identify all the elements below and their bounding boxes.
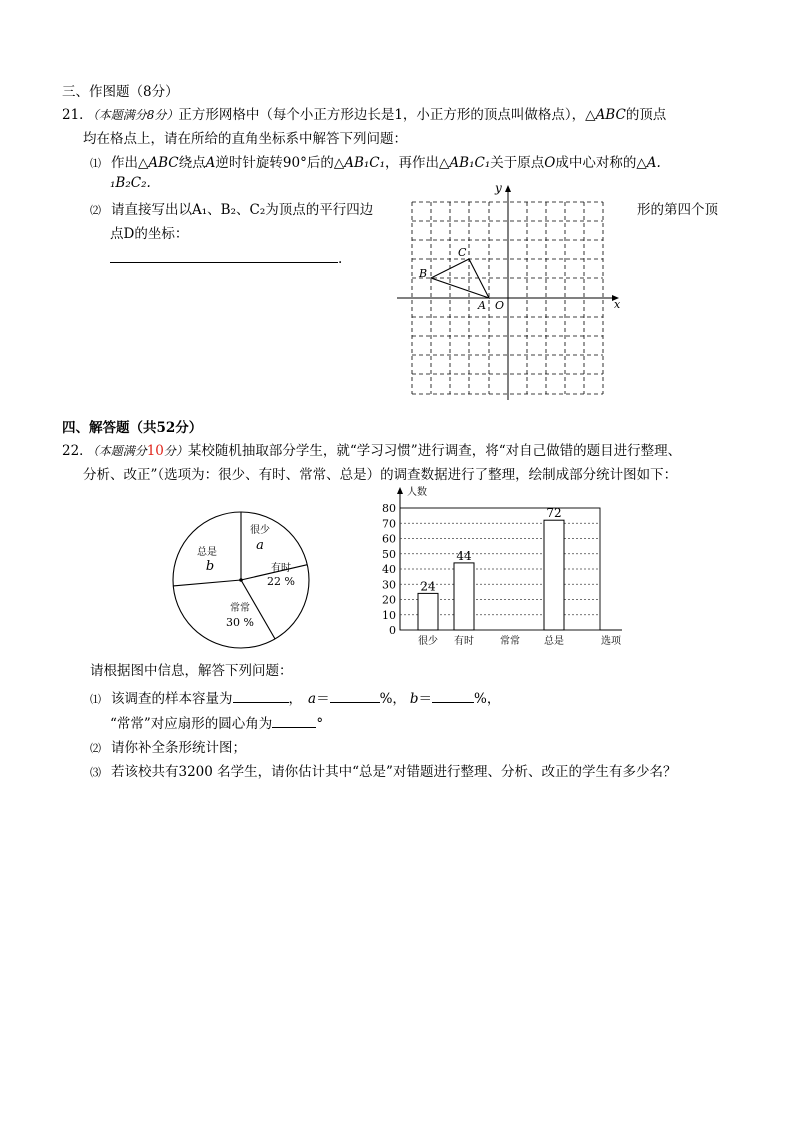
q21-intro: 正方形网格中（每个小正方形边长是1，小正方形的顶点叫做格点），△ [178,107,596,123]
bar-y-axis-arrow-icon [397,487,403,494]
triangle-abc [431,259,489,298]
answer-blank-a[interactable] [330,688,380,703]
q21-part-2-line-2: 点D的坐标： [110,226,189,242]
q21-part-1: ⑴ 作出△ABC绕点A逆时针旋转90°后的△AB₁C₁，再作出△AB₁C₁关于原点O成中心对称的△A. [90,155,661,171]
q21-answer-line[interactable]: . [110,248,342,267]
section-4-heading: 四、解答题（共52分） [62,420,203,436]
q22-number: 22． [62,443,93,459]
x-axis-label: x [614,298,621,311]
bar-y-tick-label: 60 [382,532,396,546]
bar-y-tick-label: 40 [382,563,396,576]
answer-blank-angle[interactable] [272,713,316,728]
point-c-label: C [458,246,467,259]
origin-label: O [495,299,505,312]
q21-part-2: ⑵ 请直接写出以A₁、B₂、C₂为顶点的平行四边 [90,202,374,218]
bar-y-tick-label: 70 [382,517,396,531]
bar-category-label: 常常 [500,636,520,647]
bar-y-tick-label: 50 [382,547,396,561]
q21-score: （本题满分8分） [92,108,179,122]
bar-marks [418,506,564,630]
pie-marks [173,512,309,648]
q21-part-1-line-2: ₁B₂C₂. [110,175,151,191]
pie-slice-value: 22 % [267,575,295,588]
q22-prompt: 请根据图中信息，解答下列问题： [90,663,293,679]
bar-x-axis-label: 选项 [601,636,621,647]
bar-value-label: 44 [456,548,472,563]
pie-slice-label: 常常 [230,603,250,614]
pie-slice-divider [173,580,241,586]
answer-blank-b[interactable] [432,688,474,703]
pie-slice-label: 很少 [250,525,270,536]
pie-slice-label: 有时 [271,563,291,574]
bar-value-label: 72 [546,506,562,521]
q22-sub-3: ⑶ 若该校共有3200 名学生，请你估计其中“总是”对错题进行整理、分析、改正的学生有多少名？ [90,764,677,780]
q22-line-2: 分析、改正”（选项为：很少、有时、常常、总是）的调查数据进行了整理，绘制成部分统计图如下： [83,467,678,483]
q21-number: 21． [62,107,93,123]
q22-score-number: 10 [146,443,164,459]
bar-chart [360,482,630,652]
bar [544,520,564,630]
q22-line-1: 22．（本题满分10分）某校随机抽取部分学生，就“学习习惯”进行调查，将“对自己做错的题目进行整理、 [62,443,682,459]
pie-slice-label: 总是 [197,547,217,558]
bar [454,563,474,630]
coordinate-grid-figure [395,180,625,402]
bar-y-tick-label: 0 [389,624,396,637]
pie-slice-value: b [205,559,215,574]
y-axis-label: y [495,181,502,195]
q22-sub-1: ⑴ 该调查的样本容量为 ， a＝ %， b＝ %， [90,687,500,707]
bar-y-tick-label: 20 [382,593,396,607]
bar-category-label: 总是 [544,636,564,647]
bar-y-axis-label: 人数 [407,487,427,498]
bar-y-tick-label: 10 [382,608,396,622]
point-a-label: A [478,299,486,312]
bar [418,593,438,630]
q21-line-1: 21．（本题满分8分）正方形网格中（每个小正方形边长是1，小正方形的顶点叫做格点），△ABC的顶点 [62,107,667,123]
pie-center-dot [239,578,243,582]
answer-blank-sample-size[interactable] [233,688,289,703]
y-axis-arrow-icon [505,185,511,192]
q22-sub-1-line-2: “常常”对应扇形的圆心角为 ° [110,712,323,732]
bar-category-label: 很少 [418,636,438,647]
point-b-label: B [419,267,428,280]
pie-slice-value: a [256,538,264,553]
q21-part-2-right: 形的第四个顶 [637,202,718,218]
bar-value-label: 24 [420,579,436,594]
pie-slice-value: 30 % [226,616,254,629]
section-3-heading: 三、作图题（8分） [62,84,179,100]
bar-y-tick-label: 30 [382,578,396,592]
pie-chart [168,505,314,655]
q21-line-2: 均在格点上，请在所给的直角坐标系中解答下列问题： [83,131,407,147]
answer-blank-d[interactable] [110,248,338,263]
bar-y-tick-label: 80 [382,502,396,515]
bar-category-label: 有时 [454,636,474,647]
q22-sub-2: ⑵ 请你补全条形统计图； [90,740,246,756]
